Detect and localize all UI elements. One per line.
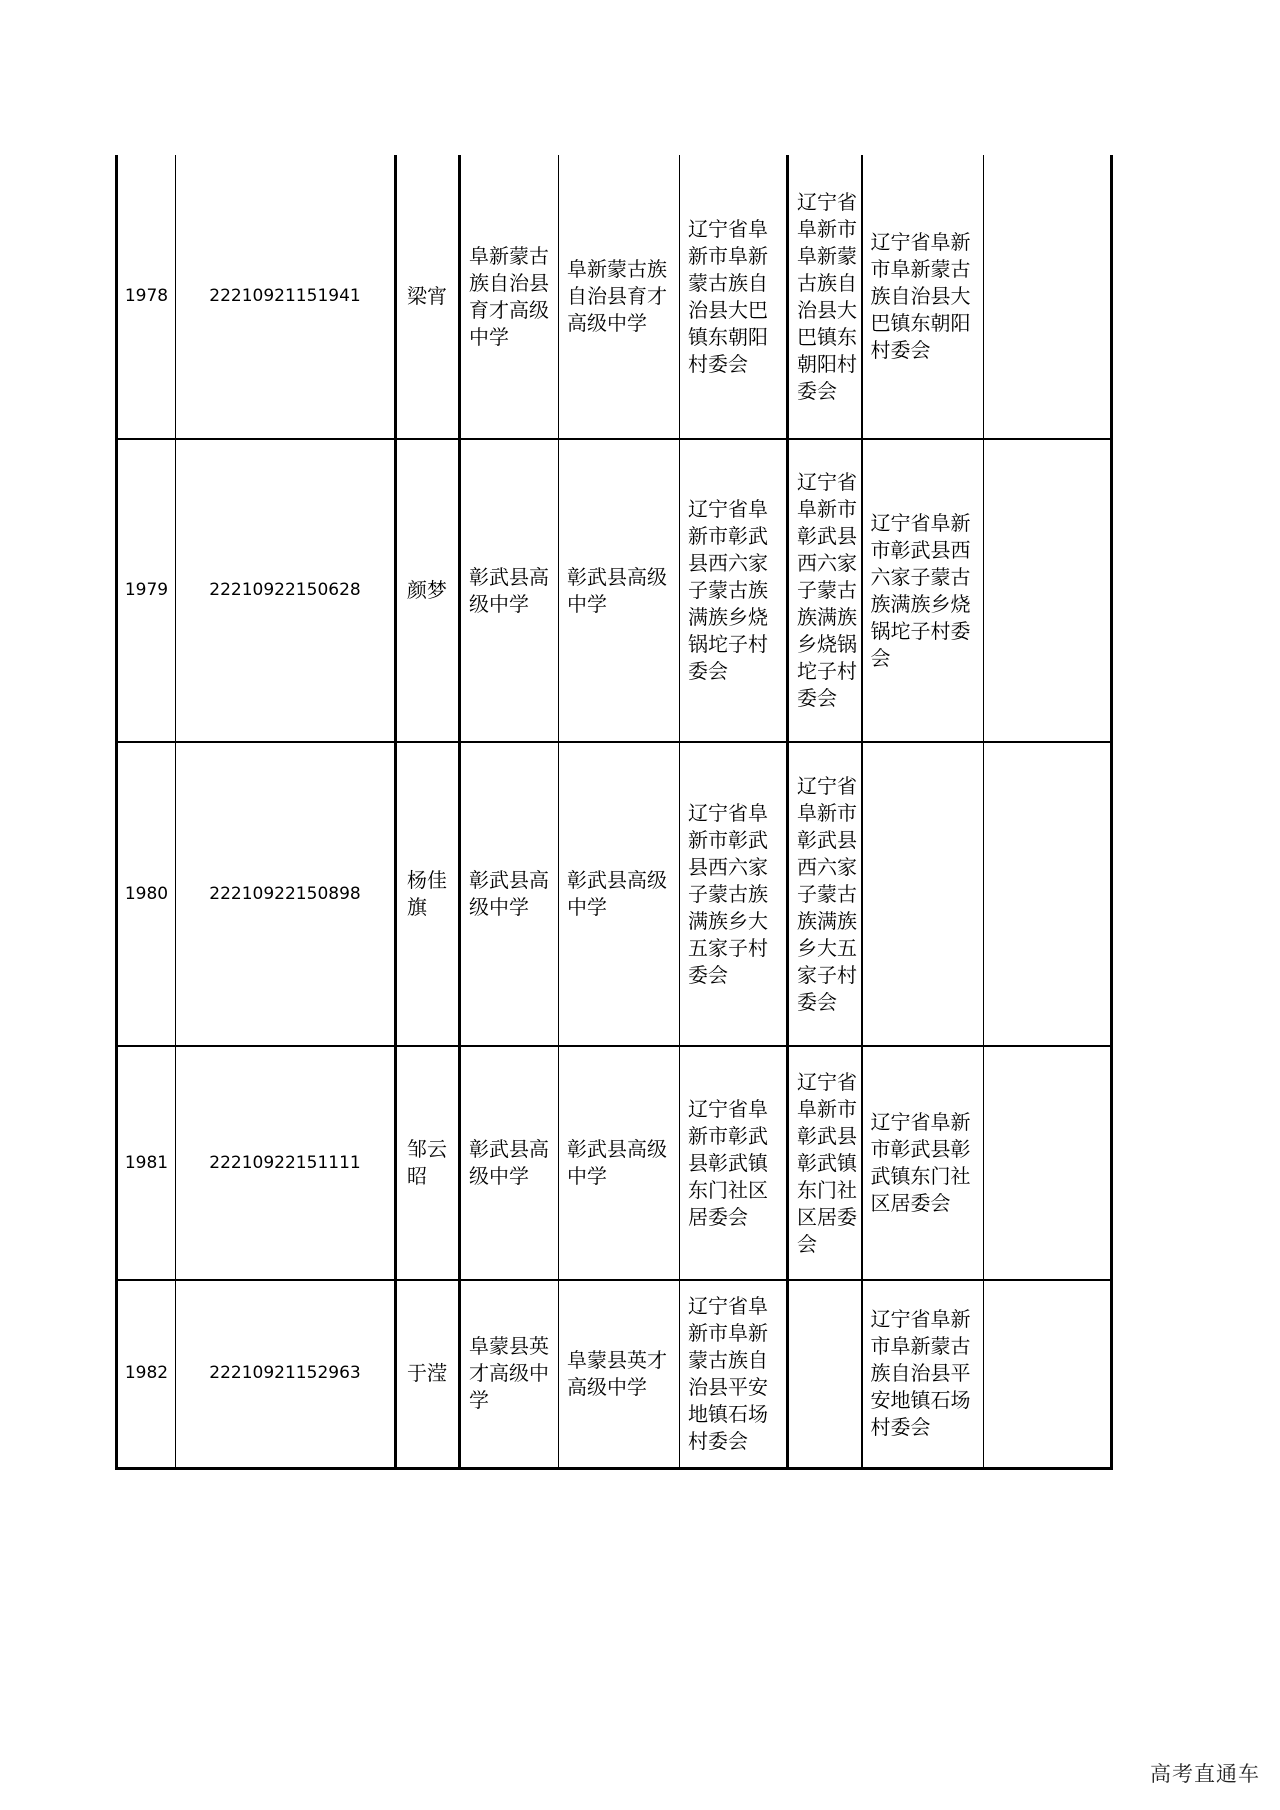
row-name: 于滢	[396, 1280, 460, 1468]
row-address-2: 辽宁省阜新市彰武县西六家子蒙古族满族乡大五家子村委会	[788, 742, 862, 1046]
row-address-3: 辽宁省阜新市阜新蒙古族自治县大巴镇东朝阳村委会	[862, 155, 984, 439]
row-address-2	[788, 1280, 862, 1468]
row-address-2: 辽宁省阜新市阜新蒙古族自治县大巴镇东朝阳村委会	[788, 155, 862, 439]
row-id: 22210922151111	[176, 1046, 396, 1280]
row-address-3: 辽宁省阜新市彰武县彰武镇东门社区居委会	[862, 1046, 984, 1280]
row-seq: 1979	[117, 439, 176, 742]
row-id: 22210921152963	[176, 1280, 396, 1468]
row-school: 彰武县高级中学	[460, 1046, 559, 1280]
row-seq: 1980	[117, 742, 176, 1046]
row-graduated-school: 彰武县高级中学	[559, 1046, 680, 1280]
row-id: 22210922150898	[176, 742, 396, 1046]
row-address-1: 辽宁省阜新市彰武县西六家子蒙古族满族乡烧锅坨子村委会	[680, 439, 788, 742]
table-row	[117, 742, 1112, 1046]
row-school: 阜蒙县英才高级中学	[460, 1280, 559, 1468]
record-table	[115, 155, 1113, 1470]
table-row	[117, 1046, 1112, 1280]
row-graduated-school: 彰武县高级中学	[559, 439, 680, 742]
row-address-2: 辽宁省阜新市彰武县彰武镇东门社区居委会	[788, 1046, 862, 1280]
row-school: 彰武县高级中学	[460, 439, 559, 742]
row-graduated-school: 彰武县高级中学	[559, 742, 680, 1046]
row-note	[984, 1280, 1112, 1468]
row-address-1: 辽宁省阜新市阜新蒙古族自治县平安地镇石场村委会	[680, 1280, 788, 1468]
table-row	[117, 1280, 1112, 1468]
table-row	[117, 439, 1112, 742]
row-address-1: 辽宁省阜新市彰武县西六家子蒙古族满族乡大五家子村委会	[680, 742, 788, 1046]
row-address-1: 辽宁省阜新市彰武县彰武镇东门社区居委会	[680, 1046, 788, 1280]
row-graduated-school: 阜新蒙古族自治县育才高级中学	[559, 155, 680, 439]
row-id: 22210922150628	[176, 439, 396, 742]
row-name: 邹云昭	[396, 1046, 460, 1280]
row-id: 22210921151941	[176, 155, 396, 439]
row-address-3: 辽宁省阜新市彰武县西六家子蒙古族满族乡烧锅坨子村委会	[862, 439, 984, 742]
row-note	[984, 155, 1112, 439]
row-note	[984, 1046, 1112, 1280]
row-address-3: 辽宁省阜新市阜新蒙古族自治县平安地镇石场村委会	[862, 1280, 984, 1468]
row-name: 颜梦	[396, 439, 460, 742]
row-address-1: 辽宁省阜新市阜新蒙古族自治县大巴镇东朝阳村委会	[680, 155, 788, 439]
row-address-3	[862, 742, 984, 1046]
row-note	[984, 439, 1112, 742]
row-note	[984, 742, 1112, 1046]
row-name: 梁宵	[396, 155, 460, 439]
row-seq: 1981	[117, 1046, 176, 1280]
watermark: 高考直通车	[1150, 1762, 1260, 1786]
row-name: 杨佳旗	[396, 742, 460, 1046]
row-address-2: 辽宁省阜新市彰武县西六家子蒙古族满族乡烧锅坨子村委会	[788, 439, 862, 742]
table-row	[117, 155, 1112, 439]
row-school: 阜新蒙古族自治县育才高级中学	[460, 155, 559, 439]
row-graduated-school: 阜蒙县英才高级中学	[559, 1280, 680, 1468]
row-school: 彰武县高级中学	[460, 742, 559, 1046]
row-seq: 1978	[117, 155, 176, 439]
row-seq: 1982	[117, 1280, 176, 1468]
